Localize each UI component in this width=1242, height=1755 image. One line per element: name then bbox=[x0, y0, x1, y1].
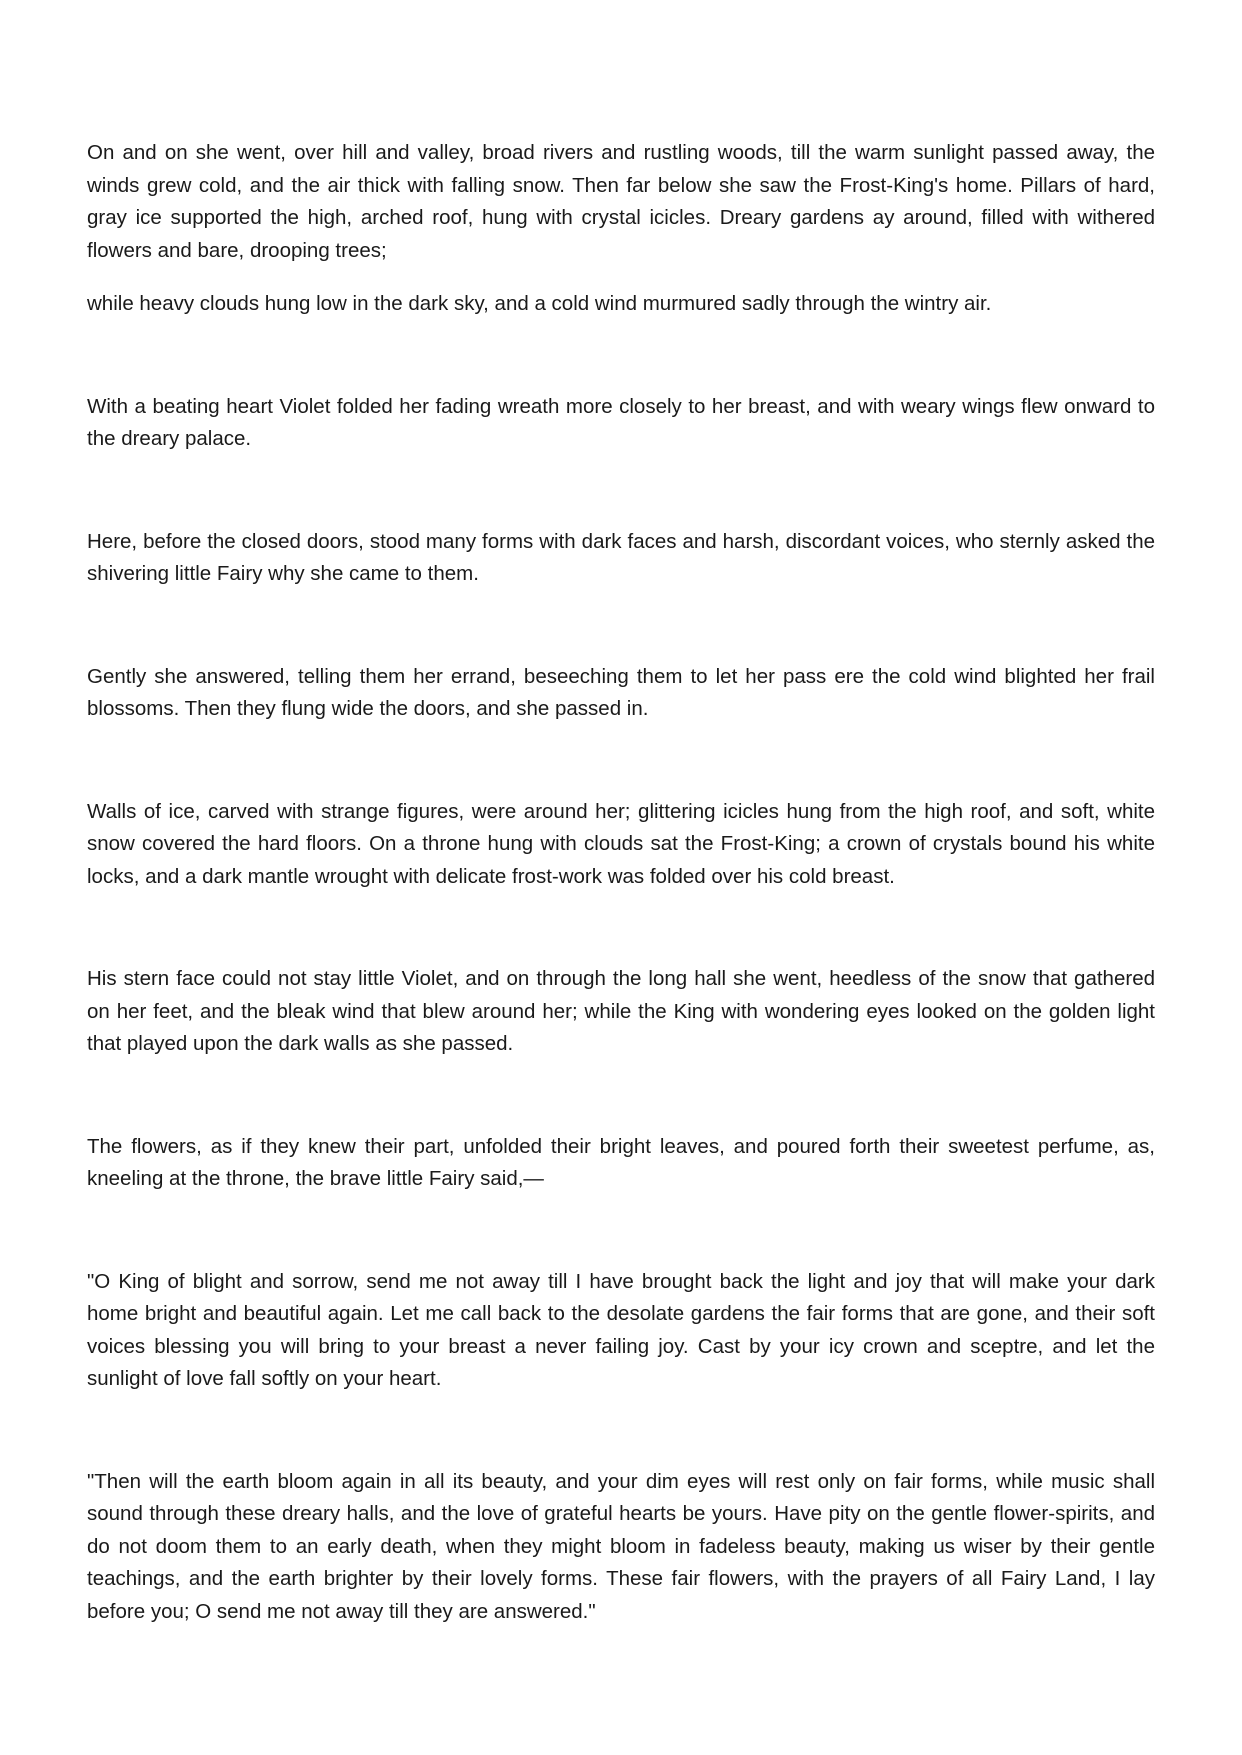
document-page bbox=[87, 137, 1155, 1628]
paragraph: while heavy clouds hung low in the dark sky, and a cold wind murmured sadly through the wintry air. bbox=[87, 292, 992, 315]
paragraph: Here, before the closed doors, stood many forms with dark faces and harsh, discordant voices, who sternly asked the shivering little Fairy why she came to them. bbox=[87, 529, 1155, 585]
paragraph: Gently she answered, telling them her errand, beseeching them to let her pass ere the cold wind blighted her frail blossoms. Then they flung wide the doors, and she passed in. bbox=[87, 664, 1155, 720]
paragraph: On and on she went, over hill and valley, broad rivers and rustling woods, till the warm sunlight passed away, the winds grew cold, and the air thick with falling snow. Then far below she saw the Frost-King's home. Pillars of hard, gray ice supported the high, arched roof, hung with crystal icicles. Dreary gardens ay around, filled with withered flowers and bare, drooping trees; bbox=[87, 141, 1155, 262]
paragraph: Walls of ice, carved with strange figures, were around her; glittering icicles hung from the high roof, and soft, white snow covered the hard floors. On a throne hung with clouds sat the Frost-King; a crown of crystals bound his white locks, and a dark mantle wrought with delicate frost-work was folded over his cold breast. bbox=[87, 799, 1155, 888]
paragraph: "Then will the earth bloom again in all its beauty, and your dim eyes will rest only on fair forms, while music shall sound through these dreary halls, and the love of grateful hearts be yours. Have pity on the gentle flower-spirits, and do not doom them to an early death, when they might bloom in fadeless beauty, making us wiser by their gentle teachings, and the earth brighter by their lovely forms. These fair flowers, with the prayers of all Fairy Land, I lay before you; O send me not away till they are answered." bbox=[87, 1469, 1155, 1623]
paragraph: His stern face could not stay little Violet, and on through the long hall she went, heedless of the snow that gathered on her feet, and the bleak wind that blew around her; while the King with wondering eyes looked on the golden light that played upon the dark walls as she passed. bbox=[87, 967, 1155, 1055]
paragraph: The flowers, as if they knew their part, unfolded their bright leaves, and poured forth their sweetest perfume, as, kneeling at the throne, the brave little Fairy said,— bbox=[87, 1134, 1155, 1190]
paragraph: "O King of blight and sorrow, send me not away till I have brought back the light and joy that will make your dark home bright and beautiful again. Let me call back to the desolate gardens the fair forms that are gone, and their soft voices blessing you will bring to your breast a never failing joy. Cast by your icy crown and sceptre, and let the sunlight of love fall softly on your heart. bbox=[87, 1269, 1155, 1390]
paragraph: With a beating heart Violet folded her fading wreath more closely to her breast, and with weary wings flew onward to the dreary palace. bbox=[87, 394, 1155, 450]
